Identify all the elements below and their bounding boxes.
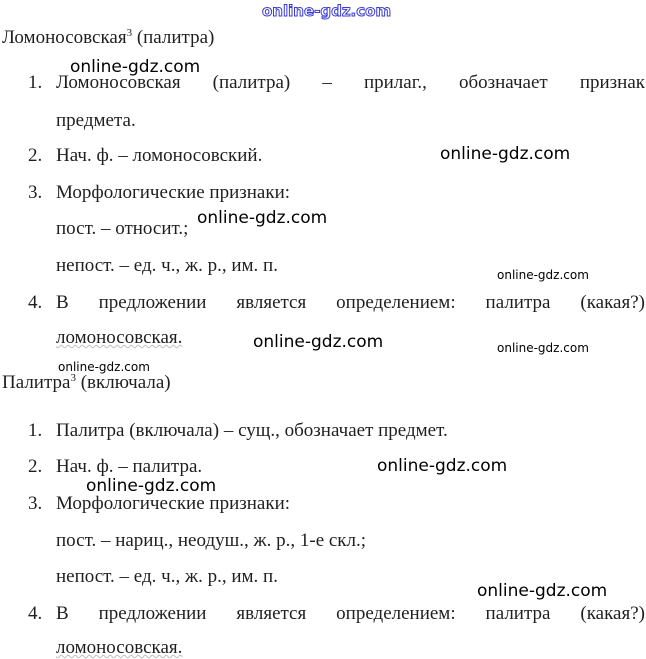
watermark: online-gdz.com bbox=[253, 332, 384, 352]
word: определением: bbox=[336, 603, 456, 624]
word: (палитра) bbox=[212, 72, 291, 93]
word: – bbox=[322, 72, 332, 93]
watermark: online-gdz.com bbox=[477, 581, 608, 601]
s2-item3-text: Морфологические признаки: bbox=[56, 493, 291, 514]
watermark-top: online-gdz.com bbox=[262, 2, 392, 20]
word: обозначает bbox=[458, 72, 548, 93]
section2-heading bbox=[2, 372, 171, 394]
watermark: online-gdz.com bbox=[377, 456, 508, 476]
section1-heading bbox=[2, 27, 214, 49]
word: В bbox=[56, 292, 69, 313]
s1-item3-number: 3. bbox=[28, 182, 43, 203]
s1-item3-sub1: пост. – относит.; bbox=[56, 218, 189, 239]
s1-item3-text: Морфологические признаки: bbox=[56, 182, 291, 203]
section1-heading-sup: 3 bbox=[126, 27, 133, 39]
word: признак bbox=[579, 72, 645, 93]
s2-item3-number: 3. bbox=[28, 493, 43, 514]
watermark: online-gdz.com bbox=[497, 341, 589, 355]
s2-item1-number: 1. bbox=[28, 420, 43, 441]
s2-item4-cont: ломоносовская. bbox=[56, 637, 183, 658]
s1-item4-line bbox=[56, 292, 645, 314]
section1-heading-word: Ломоносовская bbox=[2, 27, 127, 48]
word: (какая?) bbox=[580, 292, 645, 313]
section1-heading-rest: (палитра) bbox=[136, 27, 215, 48]
s2-item1-text: Палитра (включала) – сущ., обозначает предмет. bbox=[56, 420, 448, 441]
section2-heading-word: Палитра bbox=[2, 372, 71, 393]
word: палитра bbox=[485, 292, 551, 313]
word: палитра bbox=[485, 603, 551, 624]
word: является bbox=[236, 603, 307, 624]
watermark: online-gdz.com bbox=[440, 144, 571, 164]
watermark: online-gdz.com bbox=[70, 57, 201, 77]
section2-heading-rest: (включала) bbox=[80, 372, 171, 393]
word: предложении bbox=[98, 603, 207, 624]
watermark: online-gdz.com bbox=[197, 208, 328, 228]
s1-item2-text: Нач. ф. – ломоносовский. bbox=[56, 145, 263, 166]
word: В bbox=[56, 603, 69, 624]
s1-item3-sub2: непост. – ед. ч., ж. р., им. п. bbox=[56, 255, 278, 276]
s1-item4-number: 4. bbox=[28, 292, 43, 313]
word: является bbox=[236, 292, 307, 313]
s2-item3-sub2: непост. – ед. ч., ж. р., им. п. bbox=[56, 566, 278, 587]
s2-item2-number: 2. bbox=[28, 456, 43, 477]
watermark: online-gdz.com bbox=[497, 268, 589, 282]
s1-item2-number: 2. bbox=[28, 145, 43, 166]
watermark: online-gdz.com bbox=[86, 476, 217, 496]
s1-item1-number: 1. bbox=[28, 72, 43, 93]
word: Ломоносовская bbox=[56, 72, 181, 93]
s1-item4-cont: ломоносовская. bbox=[56, 327, 183, 348]
word: определением: bbox=[336, 292, 456, 313]
s2-item4-number: 4. bbox=[28, 603, 43, 624]
section2-heading-sup: 3 bbox=[70, 372, 76, 384]
s1-item1-cont: предмета. bbox=[56, 110, 136, 131]
s2-item2-text: Нач. ф. – палитра. bbox=[56, 456, 203, 477]
s2-item3-sub1: пост. – нариц., неодуш., ж. р., 1-е скл.; bbox=[56, 530, 367, 551]
s2-item4-line bbox=[56, 603, 645, 625]
word: прилаг., bbox=[363, 72, 427, 93]
word: предложении bbox=[98, 292, 207, 313]
watermark: online-gdz.com bbox=[58, 360, 150, 374]
word: (какая?) bbox=[580, 603, 645, 624]
